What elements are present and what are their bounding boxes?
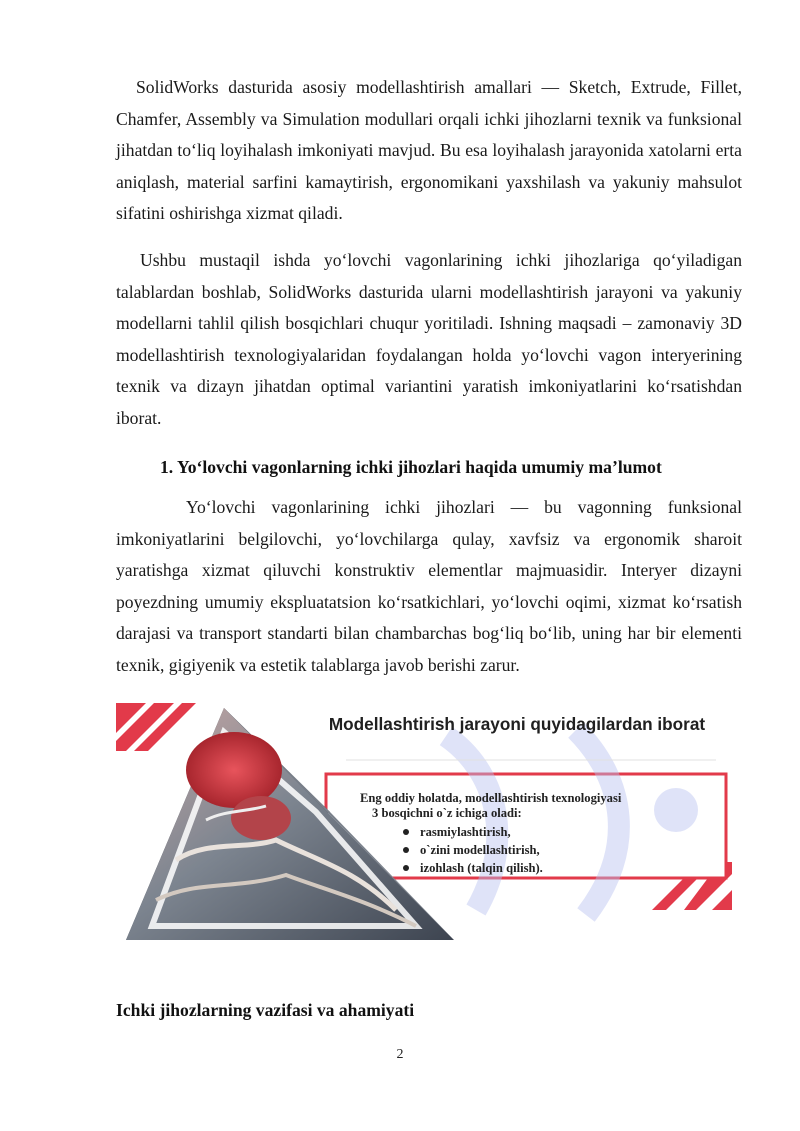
figure-lead-line-2: 3 bosqichni o`z ichiga oladi: <box>372 806 522 820</box>
paragraph-interior-definition: Yo‘lovchi vagonlarining ichki jihozlari — bu vagonning funksional imkoniyatlarini belgilovchi, yo‘lovchilarga qulay, xavfsiz va ergonomik sharoit yaratishga xizmat qiluvchi konstruktiv elementlar majmuasidir. Interyer dizayni poyezdning umumiy ekspluatatsion ko‘rsatkichlari, yo‘lovchi oqimi, xizmat ko‘rsatish darajasi va transport standarti bilan chambarchas bog‘liq bo‘lib, uning har bir elementi texnik, gigiyenik va estetik talablarga javob berishi zarur. <box>116 497 742 675</box>
list-item: rasmiylashtirish, <box>401 823 543 841</box>
figure-lead-text <box>360 791 720 821</box>
figure-lead-line-1: Eng oddiy holatda, modellashtirish texnologiyasi <box>360 791 622 805</box>
paragraph-solidworks-intro: SolidWorks dasturida asosiy modellashtirish amallari — Sketch, Extrude, Fillet, Chamfer, Assembly va Simulation modullari orqali ichki jihozlarni texnik va funksional jihatdan to‘liq loyihalash imkoniyati mavjud. Bu esa loyihalash jarayonida xatolarni erta aniqlash, material sarfini kamaytirish, ergonomikani yaxshilash va yakuniy mahsulot sifatini oshirishga xizmat qiladi. <box>116 77 742 224</box>
section-heading: 1. Yo‘lovchi vagonlarning ichki jihozlari haqida umumiy ma’lumot <box>160 457 662 477</box>
modelling-process-figure <box>116 700 736 945</box>
red-stripe-decor-top <box>116 703 196 751</box>
bullet-icon <box>403 847 409 853</box>
figure-title: Modellashtirish jarayoni quyidagilardan iborat <box>328 714 706 734</box>
page-number: 2 <box>396 1047 404 1062</box>
list-item: o`zini modellashtirish, <box>401 841 543 859</box>
list-item: izohlash (talqin qilish). <box>401 859 543 877</box>
paragraph-work-goal: Ushbu mustaqil ishda yo‘lovchi vagonlarining ichki jihozlariga qo‘yiladigan talablardan boshlab, SolidWorks dasturida ularni modellashtirish jarayoni va yakuniy modellarni tahlil qilish bosqichlari chuqur yoritiladi. Ishning maqsadi – zamonaviy 3D modellashtirish texnologiyalaridan foydalangan holda yo‘lovchi vagon interyerining texnik va dizayn jihatdan optimal variantini yaratish imkoniyatlarini ko‘rsatishdan iborat. <box>116 250 742 428</box>
figure-stage-list <box>401 823 543 877</box>
subheading: Ichki jihozlarning vazifasi va ahamiyati <box>116 1000 415 1020</box>
bullet-icon <box>403 829 409 835</box>
bullet-icon <box>403 865 409 871</box>
